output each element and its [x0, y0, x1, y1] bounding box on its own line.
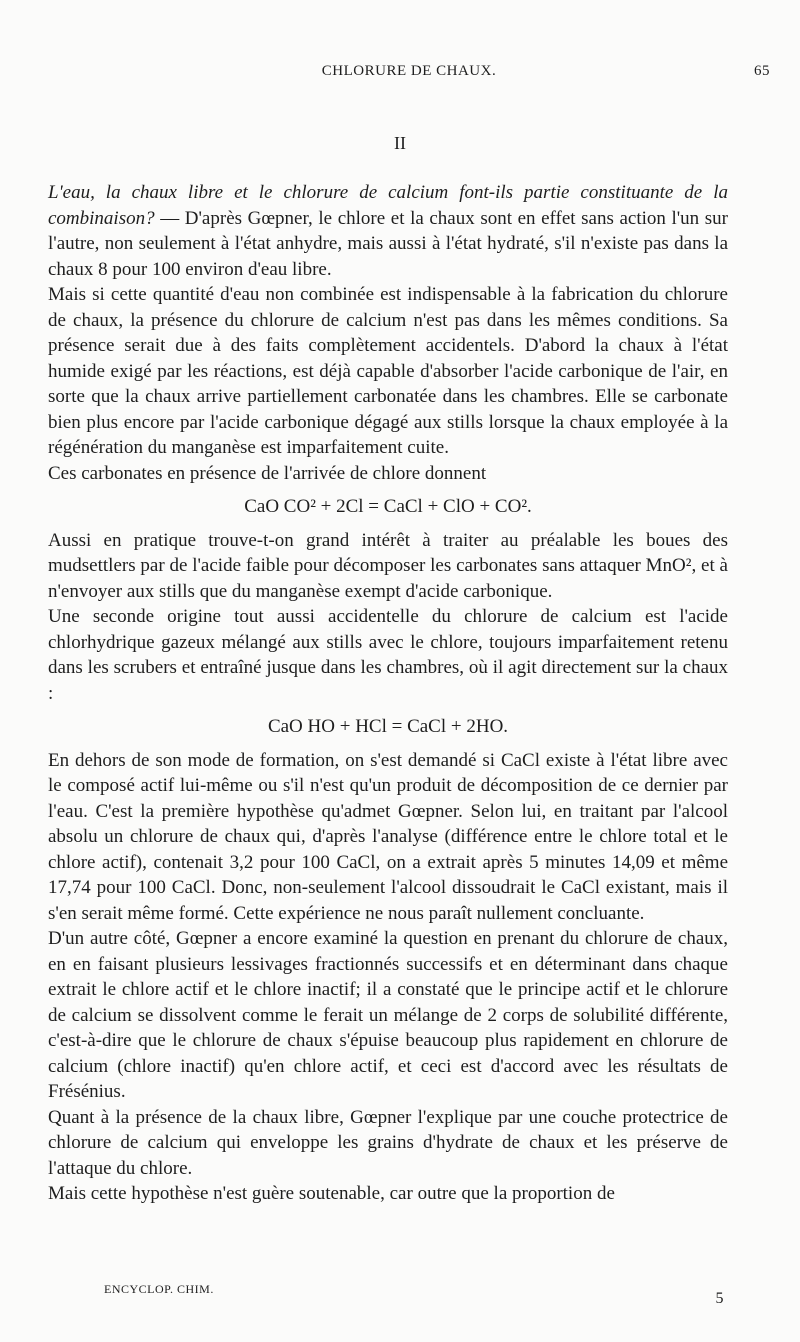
page-number: 65: [754, 63, 770, 79]
equation-1-text: CaO CO² + 2Cl = CaCl + ClO + CO².: [244, 496, 532, 517]
running-head: [48, 63, 770, 87]
paragraph-9: Mais cette hypothèse n'est guère soutenable, car outre que la proportion de: [48, 1183, 615, 1204]
equation-1: [48, 494, 728, 520]
paragraph-2: Mais si cette quantité d'eau non combinée est indispensable à la fabrication du chlorure de chaux, la présence du chlorure de calcium n'est pas dans les mêmes conditions. Sa présence serait due à des faits complètement accidentels. D'abord la chaux à l'état humide exigé par les réactions, est déjà capable d'absorber l'acide carbonique de l'air, en sorte que la chaux arrive partiellement carbonatée dans les chambres. Elle se carbonate bien plus encore par l'acide carbonique dégagé aux stills lorsque la chaux employée à la régénération du manganèse est imparfaitement cuite.: [48, 284, 728, 458]
body-text: [48, 180, 728, 1207]
paragraph-7: D'un autre côté, Gœpner a encore examiné la question en prenant du chlorure de chaux, en en faisant plusieurs lessivages fractionnés successifs et en déterminant dans chaque extrait le chlore actif et le chlore inactif; il a constaté que le principe actif et le chlorure de calcium se dissolvent comme le ferait un mélange de 2 corps de solubilité différente, c'est-à-dire que le chlorure de chaux s'épuise beaucoup plus rapidement en chlorure de calcium (chlore inactif) qu'en chlore actif, et ceci est d'accord avec les résultats de Frésénius.: [48, 928, 728, 1102]
running-title: CHLORURE DE CHAUX.: [321, 63, 497, 79]
paragraph-1: [48, 180, 728, 282]
paragraph-6: En dehors de son mode de formation, on s'est demandé si CaCl existe à l'état libre avec le composé actif lui-même ou s'il n'est qu'un produit de décomposition de ce dernier par l'eau. C'est la première hypothèse qu'admet Gœpner. Selon lui, en traitant par l'alcool absolu un chlorure de chaux qui, d'après l'analyse (différence entre le chlore total et le chlore actif), contenait 3,2 pour 100 CaCl, on a extrait après 5 minutes 14,09 et même 17,74 pour 100 CaCl. Donc, non-seulement l'alcool dissoudrait le CaCl existant, mais il s'en serait même formé. Cette expérience ne nous paraît nullement concluante.: [48, 749, 728, 924]
footer-signature: ENCYCLOP. CHIM.: [104, 1282, 214, 1296]
footer-sheet-number: 5: [715, 1290, 724, 1307]
section-number: II: [394, 133, 406, 153]
paragraph-5: Une seconde origine tout aussi accidentelle du chlorure de calcium est l'acide chlorhydrique gazeux mélangé aux stills avec le chlore, toujours imparfaitement retenu dans les scrubers et entraîné jusque dans les chambres, où il agit directement sur la chaux :: [48, 606, 728, 704]
equation-2: [48, 714, 728, 740]
equation-2-text: CaO HO + HCl = CaCl + 2HO.: [267, 716, 509, 737]
paragraph-1-question: L'eau, la chaux libre et le chlorure de calcium font-ils partie constituante de la combinaison?: [48, 182, 728, 229]
paragraph-3: Ces carbonates en présence de l'arrivée de chlore donnent: [48, 462, 487, 484]
paragraph-1-text: — D'après Gœpner, le chlore et la chaux sont en effet sans action l'un sur l'autre, non seulement à l'état anhydre, mais aussi à l'état hydraté, s'il n'existe pas dans la chaux 8 pour 100 environ d'eau libre.: [48, 207, 728, 280]
paragraph-4: Aussi en pratique trouve-t-on grand intérêt à traiter au préalable les boues des mudsettlers par de l'acide faible pour décomposer les carbonates sans attaquer MnO², et à n'envoyer aux stills que du manganèse exempt d'acide carbonique.: [48, 529, 728, 602]
page-footer: [104, 1282, 724, 1306]
paragraph-8: Quant à la présence de la chaux libre, Gœpner l'explique par une couche protectrice de chlorure de calcium qui enveloppe les grains d'hydrate de chaux et les préserve de l'attaque du chlore.: [48, 1106, 728, 1179]
